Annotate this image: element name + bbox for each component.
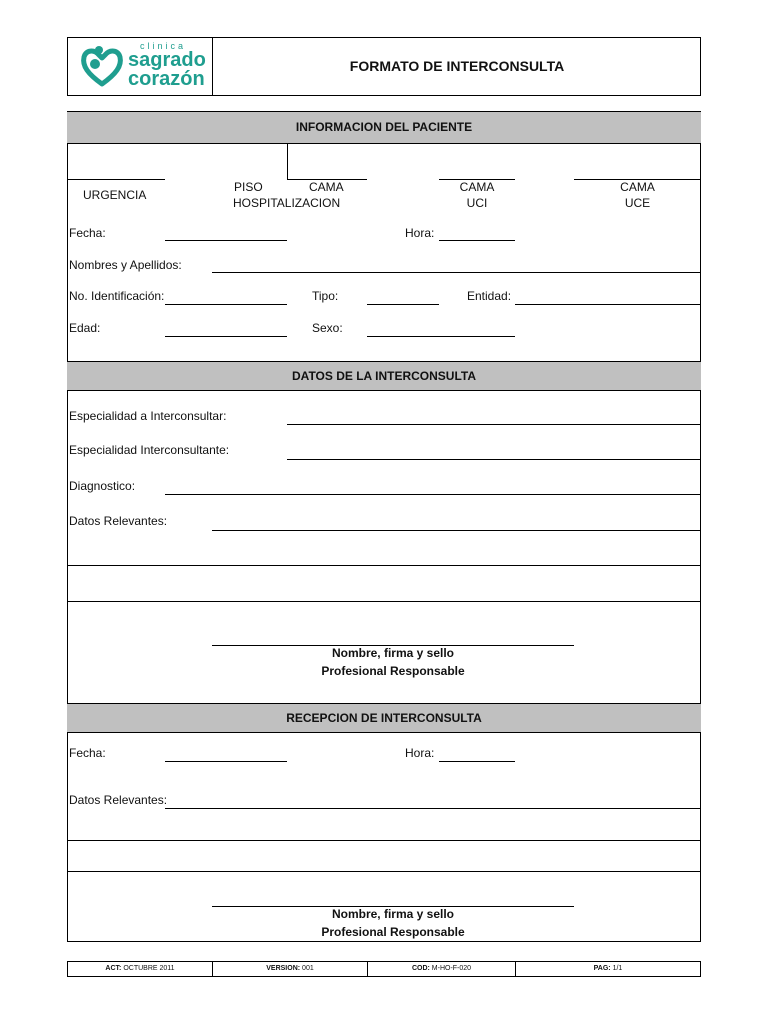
cama-uci-label: CAMA [459, 180, 495, 194]
signature-role-1: Profesional Responsable [321, 664, 465, 678]
footer-act-value: OCTUBRE 2011 [123, 965, 175, 972]
edad-field[interactable] [165, 336, 287, 337]
footer-version [212, 961, 368, 977]
especialidad-ante-field[interactable] [287, 459, 701, 460]
footer-version-value: 001 [302, 965, 314, 972]
heart-logo-icon [78, 42, 126, 90]
recepcion-hora-label: Hora: [405, 746, 435, 760]
entidad-label: Entidad: [467, 289, 512, 303]
recepcion-fecha-field[interactable] [165, 761, 287, 762]
signature-role-2: Profesional Responsable [321, 925, 465, 939]
nombres-label: Nombres y Apellidos: [69, 258, 182, 272]
uce-label: UCE [624, 196, 651, 210]
datos-line-2[interactable] [67, 565, 701, 566]
nombres-field[interactable] [212, 272, 701, 273]
footer-act-label: ACT: [105, 965, 122, 972]
piso-divider [287, 144, 288, 180]
cama-piso-label: CAMA [309, 180, 344, 194]
edad-label: Edad: [69, 321, 101, 335]
footer-pag [515, 961, 701, 977]
especialidad-ante-label: Especialidad Interconsultante: [69, 443, 230, 457]
logo-small-text: clinica [140, 41, 187, 51]
datos-relevantes-field[interactable] [212, 530, 701, 531]
urgencia-label: URGENCIA [83, 188, 147, 202]
diagnostico-field[interactable] [165, 494, 701, 495]
logo-line1: sagrado [128, 49, 206, 71]
footer-pag-value: 1/1 [612, 965, 623, 972]
footer-pag-label: PAG: [593, 965, 611, 972]
recepcion-datos-field[interactable] [165, 808, 701, 809]
form-title: FORMATO DE INTERCONSULTA [349, 58, 565, 74]
recepcion-datos-line-3[interactable] [67, 871, 701, 872]
datos-line-3[interactable] [67, 601, 701, 602]
recepcion-fecha-label: Fecha: [69, 746, 106, 760]
fecha-field[interactable] [165, 240, 287, 241]
section-interconsulta-header: DATOS DE LA INTERCONSULTA [67, 361, 701, 391]
especialidad-a-label: Especialidad a Interconsultar: [69, 409, 227, 423]
cama-uce-label: CAMA [620, 180, 655, 194]
diagnostico-label: Diagnostico: [69, 479, 136, 493]
entidad-field[interactable] [515, 304, 701, 305]
piso-label: PISO [234, 180, 263, 194]
identificacion-field[interactable] [165, 304, 287, 305]
urgencia-line [67, 179, 165, 180]
hora-label: Hora: [405, 226, 435, 240]
footer-version-label: VERSION: [266, 965, 301, 972]
footer-cod-label: COD: [411, 965, 430, 972]
signature-caption-1: Nombre, firma y sello [331, 646, 455, 660]
recepcion-datos-line-2[interactable] [67, 840, 701, 841]
section-recepcion-header: RECEPCION DE INTERCONSULTA [67, 703, 701, 733]
hora-field[interactable] [439, 240, 515, 241]
sexo-field[interactable] [367, 336, 515, 337]
fecha-label: Fecha: [69, 226, 106, 240]
identificacion-label: No. Identificación: [69, 289, 165, 303]
logo-line2: corazón [128, 68, 205, 90]
footer-cod-value: M-HO-F-020 [431, 965, 472, 972]
tipo-field[interactable] [367, 304, 439, 305]
uci-label: UCI [466, 196, 488, 210]
recepcion-datos-label: Datos Relevantes: [69, 793, 168, 807]
recepcion-hora-field[interactable] [439, 761, 515, 762]
sexo-label: Sexo: [312, 321, 343, 335]
datos-relevantes-label: Datos Relevantes: [69, 514, 168, 528]
hospitalizacion-label: HOSPITALIZACION [233, 196, 341, 210]
footer-act [67, 961, 213, 977]
footer-cod [367, 961, 516, 977]
especialidad-a-field[interactable] [287, 424, 701, 425]
clinic-logo [78, 40, 208, 94]
section-patient-header: INFORMACION DEL PACIENTE [67, 111, 701, 144]
tipo-label: Tipo: [312, 289, 339, 303]
signature-caption-2: Nombre, firma y sello [331, 907, 455, 921]
